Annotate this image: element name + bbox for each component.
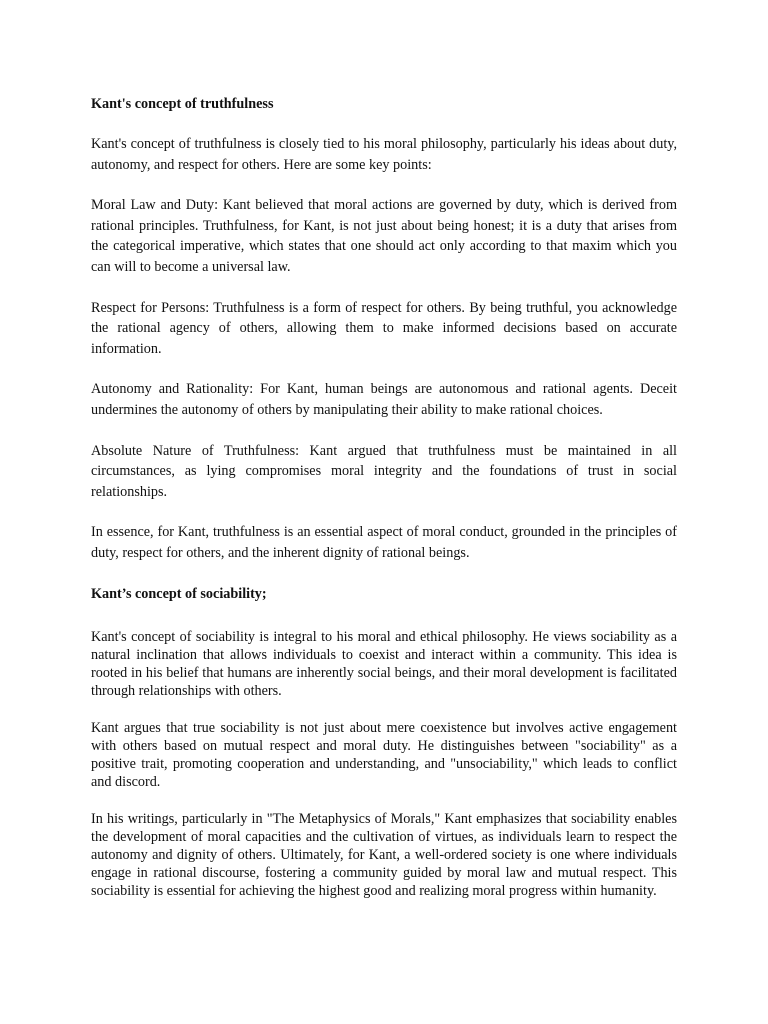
paragraph-moral-law: Moral Law and Duty: Kant believed that moral actions are governed by duty, which is derived from rational principles. Truthfulness, for Kant, is not just about being honest; it is a duty that arises from the categorical imperative, which states that one should act only according to that maxim which you can will to become a universal law.: [91, 197, 677, 275]
section-sociability: [91, 584, 677, 900]
paragraph-sociability-argument: Kant argues that true sociability is not just about mere coexistence but involves active engagement with others based on mutual respect and moral duty. He distinguishes between "sociability" as a positive trait, promoting cooperation and understanding, and "unsociability," which leads to conflict and discord.: [91, 719, 677, 790]
paragraph-respect: Respect for Persons: Truthfulness is a form of respect for others. By being truthful, you acknowledge the rational agency of others, allowing them to make informed decisions based on accurate information.: [91, 299, 677, 357]
section-heading-truthfulness: Kant's concept of truthfulness: [91, 96, 274, 112]
section-truthfulness: [91, 94, 677, 564]
paragraph-absolute: Absolute Nature of Truthfulness: Kant argued that truthfulness must be maintained in all circumstances, as lying compromises moral integrity and the foundations of trust in social relationships.: [91, 442, 677, 500]
paragraph-sociability-intro: Kant's concept of sociability is integral to his moral and ethical philosophy. He views sociability as a natural inclination that allows individuals to coexist and interact within a community. This idea is rooted in his belief that humans are inherently social beings, and their moral development is facilitated through relationships with others.: [91, 628, 677, 699]
section-heading-sociability: Kant’s concept of sociability;: [91, 585, 267, 602]
paragraph-sociability-writings: In his writings, particularly in "The Metaphysics of Morals," Kant emphasizes that sociability enables the development of moral capacities and the cultivation of virtues, as individuals learn to respect the autonomy and dignity of others. Ultimately, for Kant, a well-ordered society is one where individuals engage in rational discourse, fostering a community guided by moral law and mutual respect. This sociability is essential for achieving the highest good and realizing moral progress within humanity.: [91, 810, 677, 899]
paragraph-intro: Kant's concept of truthfulness is closely tied to his moral philosophy, particularly his ideas about duty, autonomy, and respect for others. Here are some key points:: [91, 136, 677, 173]
paragraph-autonomy: Autonomy and Rationality: For Kant, human beings are autonomous and rational agents. Deceit undermines the autonomy of others by manipulating their ability to make rational choices.: [91, 381, 677, 418]
paragraph-essence: In essence, for Kant, truthfulness is an essential aspect of moral conduct, grounded in the principles of duty, respect for others, and the inherent dignity of rational beings.: [91, 524, 677, 561]
